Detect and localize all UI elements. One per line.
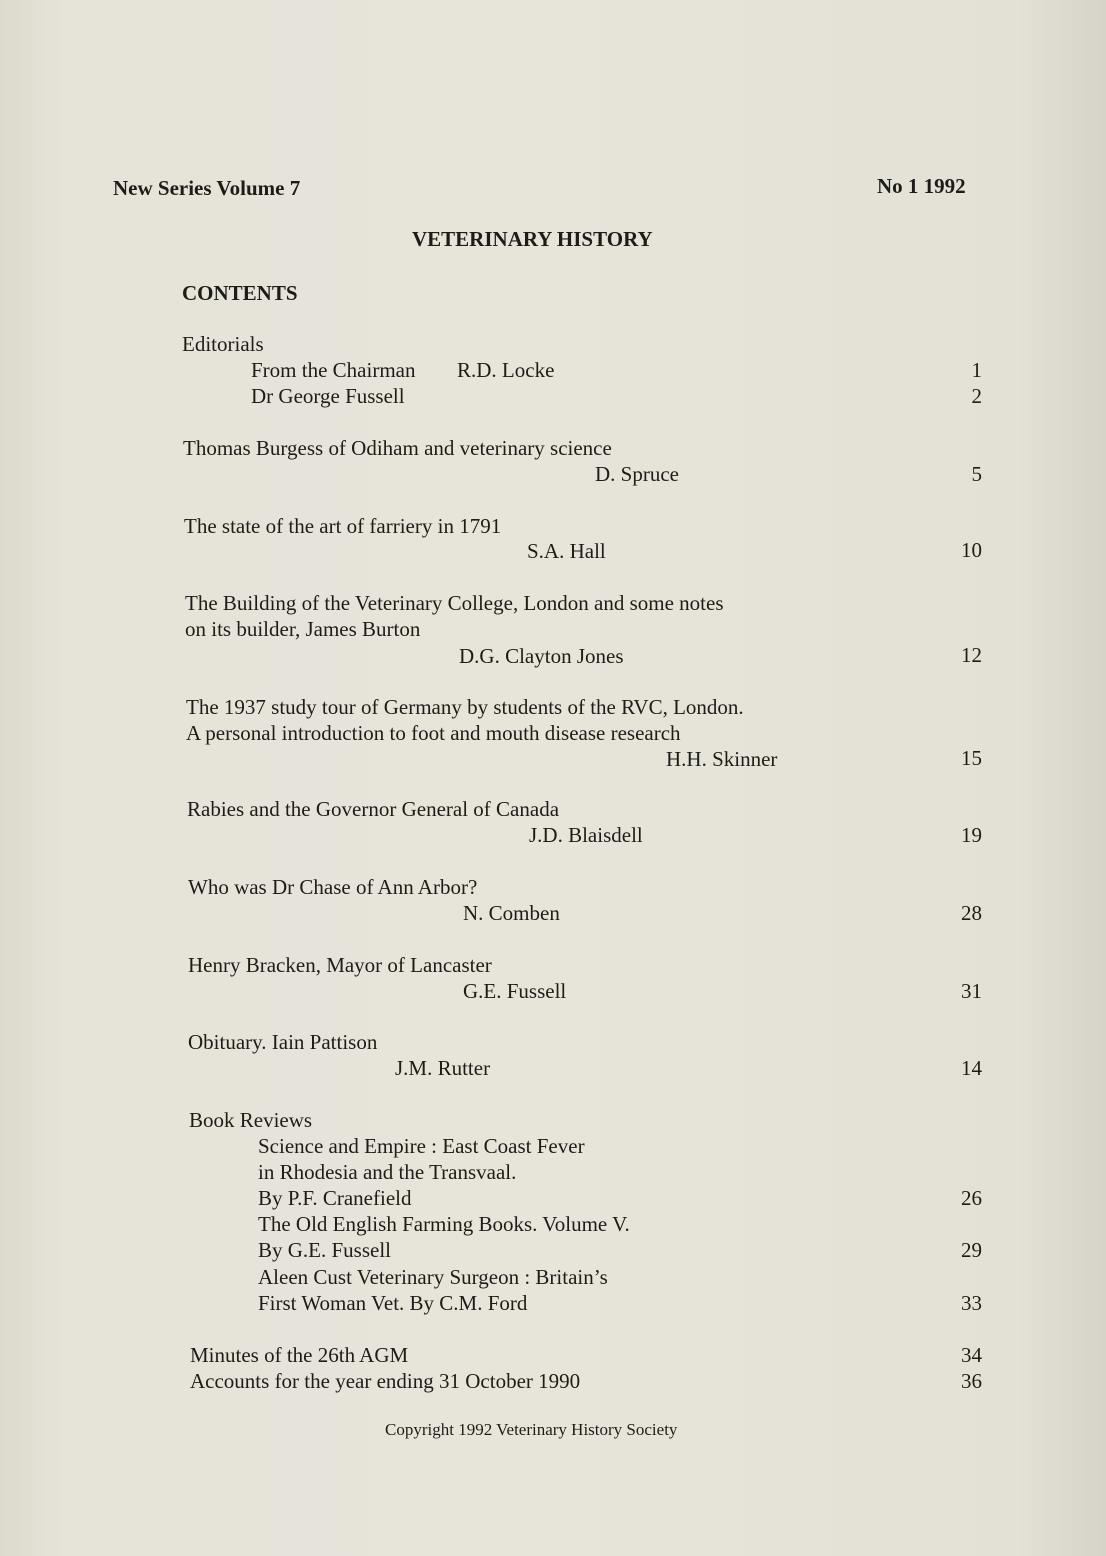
page-number: 36	[961, 1369, 982, 1393]
article-title: on its builder, James Burton	[185, 617, 421, 641]
article-title: The 1937 study tour of Germany by students of the RVC, London.	[186, 695, 744, 719]
contents-heading: CONTENTS	[182, 281, 298, 305]
article-author: G.E. Fussell	[463, 979, 567, 1003]
review-line: By P.F. Cranefield	[258, 1186, 412, 1210]
book-reviews-heading: Book Reviews	[189, 1108, 313, 1132]
page-number: 2	[971, 384, 982, 408]
editorial-author: R.D. Locke	[457, 358, 555, 382]
article-author: H.H. Skinner	[666, 747, 778, 771]
article-author: D. Spruce	[595, 462, 679, 486]
page-number: 28	[961, 901, 982, 925]
review-line: The Old English Farming Books. Volume V.	[258, 1212, 630, 1236]
review-line: First Woman Vet. By C.M. Ford	[258, 1291, 528, 1315]
page-number: 33	[961, 1291, 982, 1315]
editorials-heading: Editorials	[182, 332, 264, 356]
article-title: Rabies and the Governor General of Canada	[187, 797, 560, 821]
article-title: The Building of the Veterinary College, London and some notes	[185, 591, 724, 615]
page-number: 31	[961, 979, 982, 1003]
page-number: 34	[961, 1343, 982, 1367]
article-author: S.A. Hall	[527, 539, 606, 563]
page-number: 19	[961, 823, 982, 847]
page-number: 1	[971, 358, 982, 382]
article-title: Henry Bracken, Mayor of Lancaster	[188, 953, 492, 977]
article-title: Thomas Burgess of Odiham and veterinary science	[183, 436, 612, 460]
page-number: 12	[961, 643, 982, 667]
series-label: New Series Volume 7	[113, 176, 301, 200]
editorial-title: Dr George Fussell	[251, 384, 405, 408]
editorial-title: From the Chairman	[251, 358, 416, 382]
article-author: N. Comben	[463, 901, 560, 925]
article-author: D.G. Clayton Jones	[459, 644, 624, 668]
page-number: 26	[961, 1186, 982, 1210]
end-item-title: Minutes of the 26th AGM	[190, 1343, 409, 1367]
end-item-title: Accounts for the year ending 31 October 1990	[190, 1369, 581, 1393]
article-author: J.M. Rutter	[395, 1056, 491, 1080]
article-title: The state of the art of farriery in 1791	[184, 514, 502, 538]
journal-title: VETERINARY HISTORY	[412, 227, 653, 251]
review-line: Aleen Cust Veterinary Surgeon : Britain’s	[258, 1265, 608, 1289]
page-number: 29	[961, 1238, 982, 1262]
article-title: Obituary. Iain Pattison	[188, 1030, 378, 1054]
review-line: Science and Empire : East Coast Fever	[258, 1134, 585, 1158]
article-title: Who was Dr Chase of Ann Arbor?	[188, 875, 478, 899]
page-number: 15	[961, 746, 982, 770]
page-number: 5	[971, 462, 982, 486]
article-title: A personal introduction to foot and mouth disease research	[186, 721, 681, 745]
review-line: By G.E. Fussell	[258, 1238, 392, 1262]
article-author: J.D. Blaisdell	[529, 823, 643, 847]
page-number: 10	[961, 538, 982, 562]
issue-label: No 1 1992	[877, 174, 966, 198]
review-line: in Rhodesia and the Transvaal.	[258, 1160, 517, 1184]
page-number: 14	[961, 1056, 982, 1080]
copyright-notice: Copyright 1992 Veterinary History Society	[385, 1420, 678, 1439]
